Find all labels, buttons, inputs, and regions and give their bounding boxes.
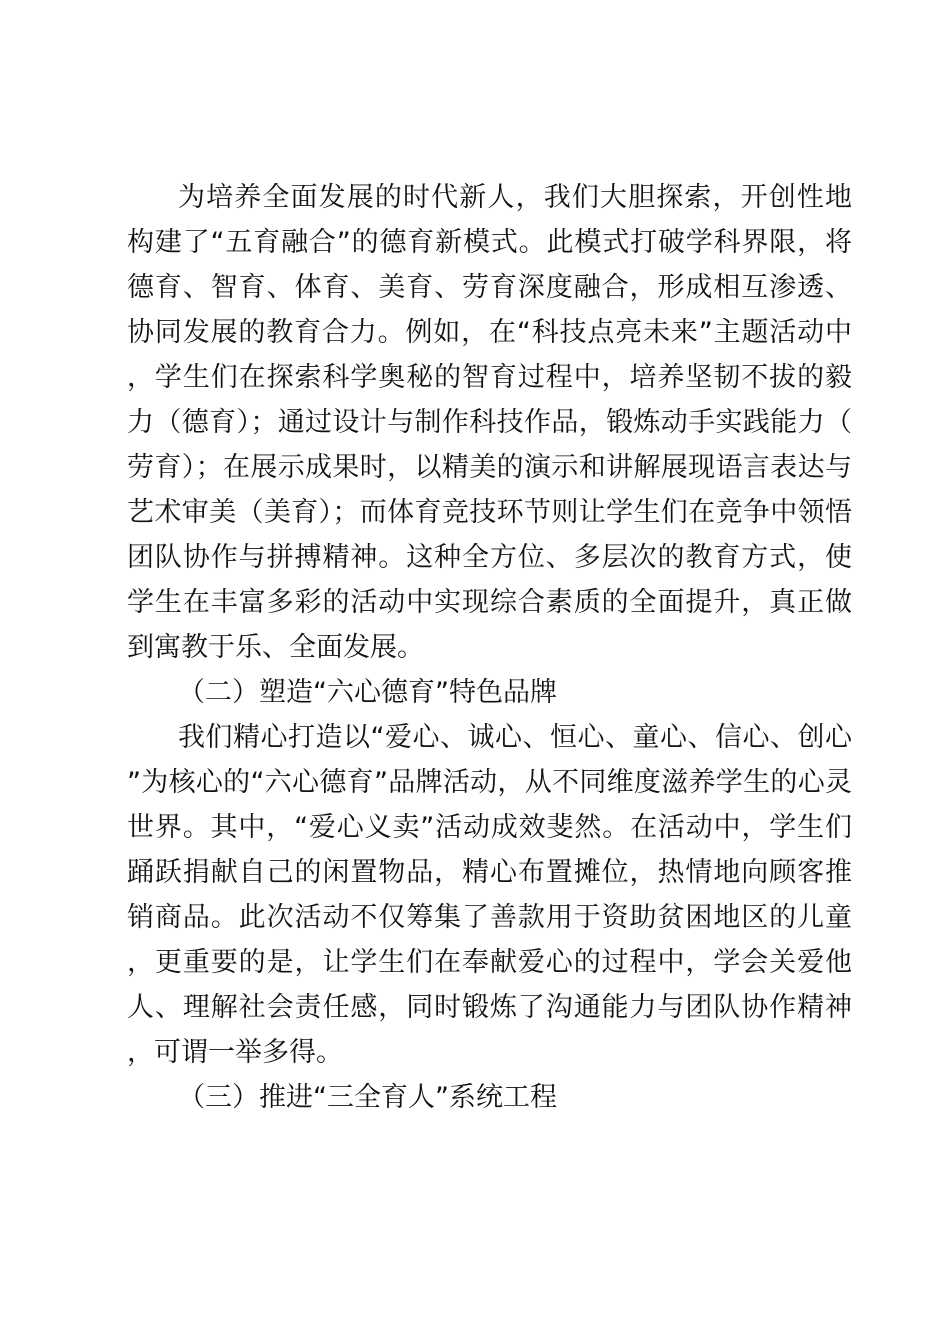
section-heading-three-all-round: （三）推进“三全育人”系统工程 — [178, 1082, 557, 1113]
paragraph-six-hearts-brand: 我们精心打造以“爱心、诚心、恒心、童心、信心、创心”为核心的“六心德育”品牌活动，从不同维度滋养学生的心灵世界。其中，“爱心义卖”活动成效斐然。在活动中，学生们踊跃捐献自己的闲置物品，精心布置摊位，热情地向顾客推销商品。此次活动不仅筹集了善款用于资助贫困地区的儿童，更重要的是，让学生们在奉献爱心的过程中，学会关爱他人、理解社会责任感，同时锻炼了沟通能力与团队协作精神，可谓一举多得。 — [127, 722, 852, 1068]
document-body — [127, 175, 852, 1120]
paragraph-five-education-integration: 为培养全面发展的时代新人，我们大胆探索，开创性地构建了“五育融合”的德育新模式。此模式打破学科界限，将德育、智育、体育、美育、劳育深度融合，形成相互渗透、协同发展的教育合力。例如，在“科技点亮未来”主题活动中，学生们在探索科学奥秘的智育过程中，培养坚韧不拔的毅力（德育）；通过设计与制作科技作品，锻炼动手实践能力（劳育）；在展示成果时，以精美的演示和讲解展现语言表达与艺术审美（美育）；而体育竞技环节则让学生们在竞争中领悟团队协作与拼搏精神。这种全方位、多层次的教育方式，使学生在丰富多彩的活动中实现综合素质的全面提升，真正做到寓教于乐、全面发展。 — [127, 182, 852, 663]
section-heading-six-hearts: （二）塑造“六心德育”特色品牌 — [178, 677, 557, 708]
